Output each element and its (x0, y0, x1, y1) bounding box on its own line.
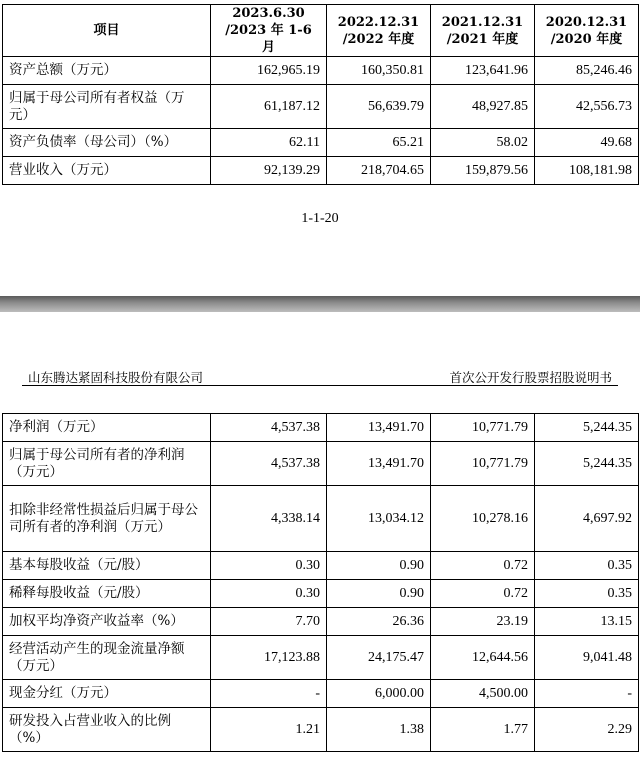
table-row (3, 157, 639, 185)
row-label: 归属于母公司所有者权益（万元） (3, 85, 211, 129)
header-2021: 2021.12.31 /2021 年度 (431, 5, 535, 57)
cell-value: 2.29 (535, 708, 639, 752)
cell-value: 4,537.38 (211, 414, 327, 442)
cell-value: 85,246.46 (535, 57, 639, 85)
table-row (3, 608, 639, 636)
cell-value: 61,187.12 (211, 85, 327, 129)
cell-value: 218,704.65 (327, 157, 431, 185)
cell-value: 92,139.29 (211, 157, 327, 185)
cell-value: 7.70 (211, 608, 327, 636)
table-row (3, 442, 639, 486)
financial-table-bottom (2, 413, 639, 752)
cell-value: 56,639.79 (327, 85, 431, 129)
cell-value: 0.35 (535, 580, 639, 608)
row-label: 稀释每股收益（元/股） (3, 580, 211, 608)
cell-value: 1.38 (327, 708, 431, 752)
row-label: 资产负债率（母公司）（%） (3, 129, 211, 157)
header-2023: 2023.6.30 /2023 年 1-6 月 (211, 5, 327, 57)
table-row (3, 486, 639, 552)
table-row (3, 129, 639, 157)
row-label: 净利润（万元） (3, 414, 211, 442)
cell-value: 65.21 (327, 129, 431, 157)
cell-value: - (535, 680, 639, 708)
cell-value: 23.19 (431, 608, 535, 636)
table-row (3, 57, 639, 85)
cell-value: 0.72 (431, 580, 535, 608)
cell-value: 4,537.38 (211, 442, 327, 486)
page-header (22, 366, 618, 386)
cell-value: 13,491.70 (327, 442, 431, 486)
cell-value: 13.15 (535, 608, 639, 636)
cell-value: 1.21 (211, 708, 327, 752)
cell-value: 13,034.12 (327, 486, 431, 552)
row-label: 加权平均净资产收益率（%） (3, 608, 211, 636)
cell-value: 49.68 (535, 129, 639, 157)
cell-value: 160,350.81 (327, 57, 431, 85)
table-row (3, 552, 639, 580)
cell-value: 5,244.35 (535, 414, 639, 442)
cell-value: 17,123.88 (211, 636, 327, 680)
header-item: 项目 (3, 5, 211, 57)
cell-value: 0.90 (327, 552, 431, 580)
cell-value: 58.02 (431, 129, 535, 157)
cell-value: 9,041.48 (535, 636, 639, 680)
row-label: 现金分红（万元） (3, 680, 211, 708)
row-label: 基本每股收益（元/股） (3, 552, 211, 580)
header-2022: 2022.12.31 /2022 年度 (327, 5, 431, 57)
table-row (3, 636, 639, 680)
company-name: 山东腾达紧固科技股份有限公司 (28, 370, 204, 385)
header-2020: 2020.12.31 /2020 年度 (535, 5, 639, 57)
cell-value: 4,697.92 (535, 486, 639, 552)
table-row (3, 580, 639, 608)
row-label: 资产总额（万元） (3, 57, 211, 85)
cell-value: 10,278.16 (431, 486, 535, 552)
cell-value: 24,175.47 (327, 636, 431, 680)
row-label: 营业收入（万元） (3, 157, 211, 185)
cell-value: 62.11 (211, 129, 327, 157)
cell-value: 0.90 (327, 580, 431, 608)
financial-table-top (2, 4, 639, 185)
cell-value: 10,771.79 (431, 442, 535, 486)
table-row (3, 680, 639, 708)
cell-value: 6,000.00 (327, 680, 431, 708)
cell-value: 4,500.00 (431, 680, 535, 708)
row-label: 扣除非经常性损益后归属于母公司所有者的净利润（万元） (3, 486, 211, 552)
page-separator (0, 296, 640, 312)
cell-value: 42,556.73 (535, 85, 639, 129)
cell-value: 123,641.96 (431, 57, 535, 85)
cell-value: 0.30 (211, 580, 327, 608)
cell-value: 5,244.35 (535, 442, 639, 486)
table-row (3, 708, 639, 752)
table-row (3, 414, 639, 442)
cell-value: 13,491.70 (327, 414, 431, 442)
cell-value: 10,771.79 (431, 414, 535, 442)
cell-value: 4,338.14 (211, 486, 327, 552)
cell-value: - (211, 680, 327, 708)
page-number: 1-1-20 (301, 211, 339, 226)
cell-value: 1.77 (431, 708, 535, 752)
cell-value: 0.35 (535, 552, 639, 580)
cell-value: 26.36 (327, 608, 431, 636)
row-label: 归属于母公司所有者的净利润（万元） (3, 442, 211, 486)
cell-value: 162,965.19 (211, 57, 327, 85)
table-row (3, 85, 639, 129)
cell-value: 159,879.56 (431, 157, 535, 185)
cell-value: 48,927.85 (431, 85, 535, 129)
cell-value: 108,181.98 (535, 157, 639, 185)
document-title: 首次公开发行股票招股说明书 (449, 370, 612, 385)
row-label: 研发投入占营业收入的比例（%） (3, 708, 211, 752)
cell-value: 12,644.56 (431, 636, 535, 680)
table-header-row (3, 5, 639, 57)
page-top (0, 0, 640, 296)
cell-value: 0.72 (431, 552, 535, 580)
row-label: 经营活动产生的现金流量净额（万元） (3, 636, 211, 680)
cell-value: 0.30 (211, 552, 327, 580)
